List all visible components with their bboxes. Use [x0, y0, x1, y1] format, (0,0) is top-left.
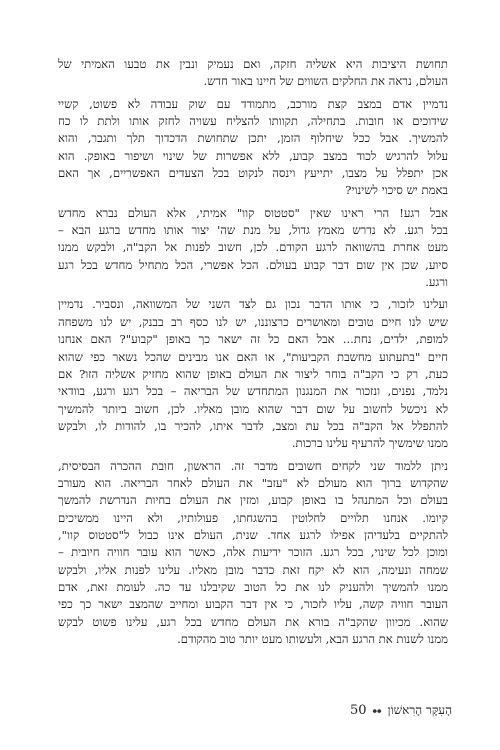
text-line: עלול להרגיש לכוד במצב קבוע, ללא אפשרות של שינוי ושיפור באופק. הוא [58, 148, 448, 163]
text-line: תחושת היציבות היא אשליה חזקה, ואם נעמיק ונבין את טבעו האמיתי של [58, 57, 448, 71]
footer-ornament-icon: ⦁⦁ [372, 705, 382, 716]
text-line: ממנו שימשיך להרעיף עלינו ברכות. [291, 436, 448, 451]
text-line: בכל רגע. לא נדרש מאמץ גדול, על מנת שה' יצור אותו מחדש ברגע הבא – [58, 223, 448, 238]
text-line: ורגע. [425, 275, 448, 290]
text-line: להתקיים בלעדיהן אפילו לרגע אחד. שנית, העולם אינו כבול ל"סטטוס קוו", [58, 527, 448, 542]
text-line: בעולם וכל המתנהל בו באופן קבוע, ומזין את העולם בחיות הנדרשת להמשך [58, 493, 448, 508]
text-line: להמשיך. אבל ככל שיחלוף הזמן, יתכן שתחושת הדכדוך תלך ותגבר, והוא [58, 131, 448, 146]
paragraph [58, 56, 448, 91]
text-line: שיש לנו חיים טובים ומאושרים כרצוננו, יש לנו כסף רב בבנק, יש לנו משפחה [58, 314, 448, 329]
page-number: 50 [349, 703, 367, 718]
text-line: העובר חוויה קשה, עליו לזכור, כי אין דבר הקבוע ומחייב שהמצב ישאר כך כפי [58, 597, 448, 612]
text-line: שידוכים או חובות. בתחילה, תקוותו להצליח עשויה לחזק אותו ולתת לו כח [58, 114, 448, 129]
text-line: קיומו. אנחנו תלויים לחלוטין בהשגחתו, פעולותיו, ולא היינו ממשיכים [58, 510, 448, 525]
text-line: אכן יתפלל על מצבו, יתייעץ וינסה לנקוט בכל הצעדים האפשריים, אך האם [58, 166, 448, 181]
paragraph [58, 96, 448, 200]
text-line: ועלינו לזכור, כי אותו הדבר נכון גם לצד השני של המשוואה, ונסביר. נדמיין [58, 297, 448, 312]
text-line: ממנו להמשיך ולהעניק לנו את כל הטוב שקיבלנו עד כה. לעומת זאת, אדם [58, 579, 448, 594]
paragraph [58, 205, 448, 292]
text-line: נלמד, נפנים, ונזכור את המנגנון המתחדש של הבריאה – בכל רגע ורגע, בוודאי [58, 384, 448, 399]
text-line: כעת, רק כי הקב"ה בוחר ליצור את העולם באופן שהוא מחזיק אשליה הזו? אם [58, 366, 448, 381]
text-line: סיוע, שכן אין שום דבר קבוע בעולם. הכל אפשרי, הכל מתחיל מחדש בכל רגע [58, 257, 448, 272]
text-line: באמת יש סיכוי לשינוי? [345, 183, 448, 198]
text-line: שמחה ונעימה, הוא לא יקח זאת כדבר מובן מאליו. עלינו לפנות אליו, ולבקש [58, 562, 448, 577]
paragraph [58, 458, 448, 649]
text-line: ממנו לשנות את הרגע הבא, ולעשותו מעט יותר טוב מהקודם. [177, 632, 448, 646]
text-line: להתפלל אל הקב"ה בכל עת ומצב, לדבר איתו, להכיר בו, להודות לו, ולבקש [58, 418, 448, 433]
text-line: ומוכן לכל שינוי, בכל רגע. הזוכר ידיעות אלה, כאשר הוא עובר חוויה חיובית – [58, 545, 448, 560]
text-line: חיים "בתעתוע מחשבת הקביעות", או האם אנו מבינים שהכל נשאר כפי שהוא [58, 349, 448, 364]
body-text [58, 56, 448, 648]
text-line: אבל רגע! הרי ראינו שאין "סטטוס קוו" אמיתי, אלא העולם נברא מחדש [58, 205, 448, 220]
text-line: העולם, נראה את החלקים השווים של חיינו באור חדש. [203, 74, 448, 89]
chapter-title: הָעִקָּר הָרִאשׁוֹן [387, 703, 452, 717]
text-line: מעט אחרת בהשוואה לרגע הקודם. לכן, חשוב לפנות אל הקב"ה, ולבקש ממנו [58, 240, 448, 255]
text-line: שהוא. מכיוון שהקב"ה בורא את העולם מחדש בכל רגע, עלינו פשוט לבקש [58, 614, 448, 629]
text-line: לא ניכשל לחשוב על שום דבר שהוא מובן מאליו. לכן, חשוב ביותר להמשיך [58, 401, 448, 416]
paragraph [58, 296, 448, 452]
text-line: למופת, ילדים, נחת... אבל האם כל זה ישאר כך באופן "קבוע"? האם אנחנו [58, 332, 448, 347]
page-footer [282, 703, 452, 718]
text-line: נדמיין אדם במצב קצת מורכב, מתמודד עם שוק עבודה לא פשוט, קשיי [58, 96, 448, 111]
text-line: שהקדוש ברוך הוא מעולם לא "עזב" את העולם לאחר הבריאה. הוא מעורב [58, 475, 448, 490]
text-line: ניתן ללמוד שני לקחים חשובים מדבר זה. הראשון, חובת ההכרה הבסיסית, [58, 458, 448, 473]
